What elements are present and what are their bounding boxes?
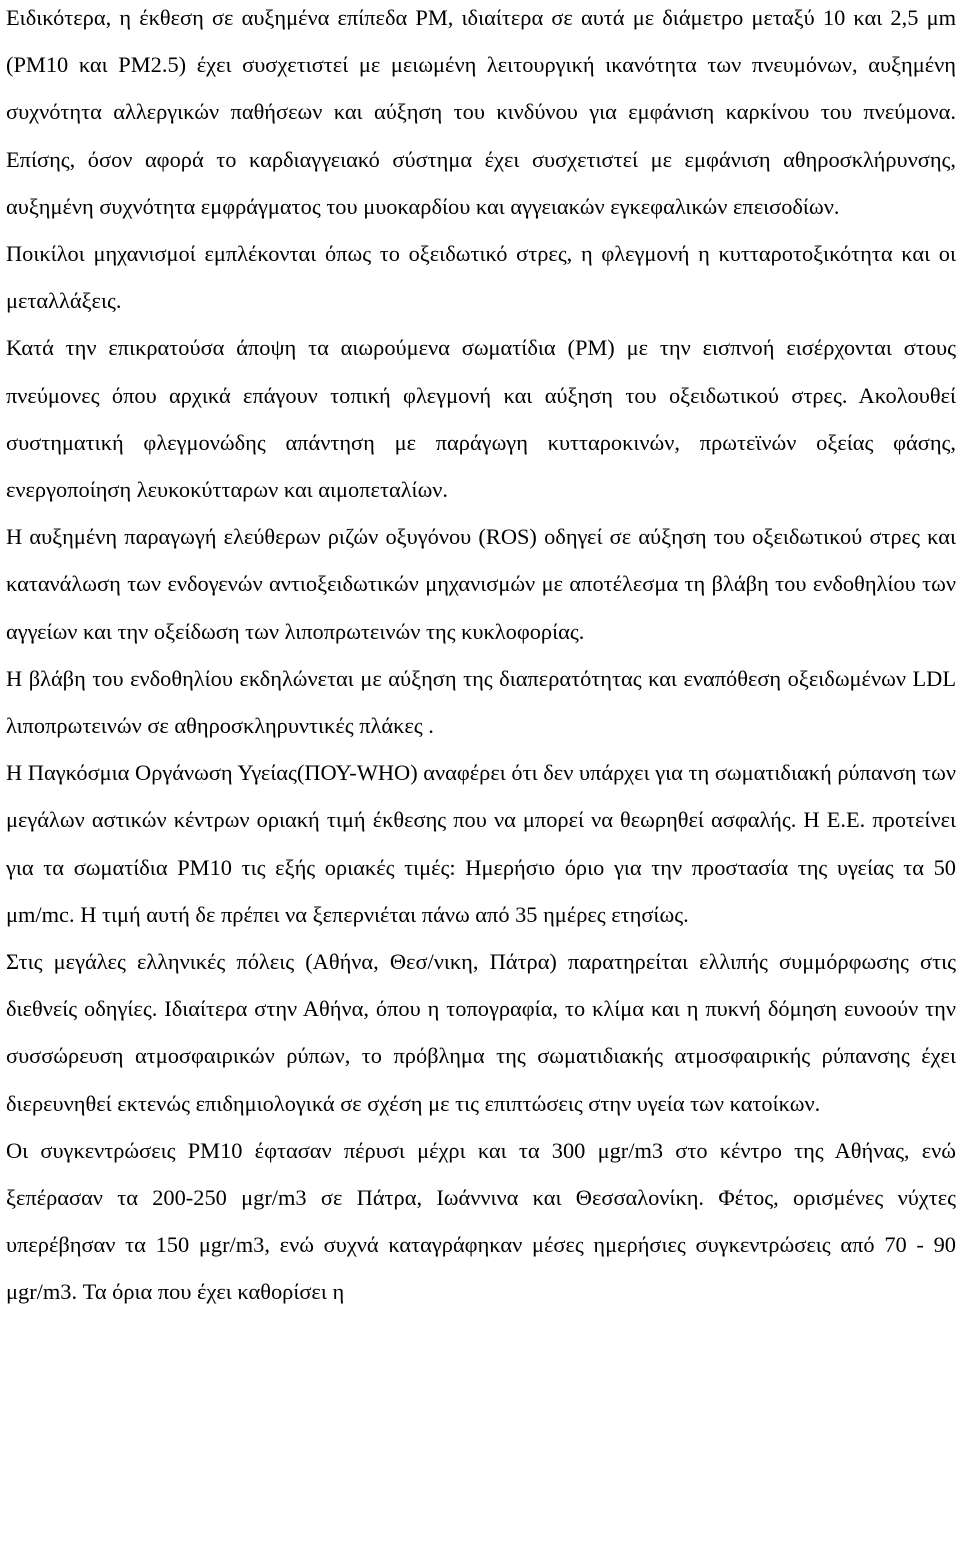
paragraph-health-effects: Ειδικότερα, η έκθεση σε αυξημένα επίπεδα PM, ιδιαίτερα σε αυτά με διάμετρο μεταξύ 10 και 2,5 μm (PM10 και PM2.5) έχει συσχετιστεί με μειωμένη λειτουργική ικανότητα των πνευμόνων, αυξημένη συχνότητα αλλεργικών παθήσεων και αύξηση του κινδύνου για εμφάνιση καρκίνου του πνεύμονα. Επίσης, όσον αφορά το καρδιαγγειακό σύστημα έχει συσχετιστεί με εμφάνιση αθηροσκλήρυνσης, αυξημένη συχνότητα εμφράγματος του μυοκαρδίου και αγγειακών εγκεφαλικών επεισοδίων. (6, 5, 956, 219)
paragraph-inhalation: Κατά την επικρατούσα άποψη τα αιωρούμενα σωματίδια (PM) με την εισπνοή εισέρχονται στους πνεύμονες όπου αρχικά επάγουν τοπική φλεγμονή και αύξηση του οξειδωτικού στρες. Ακολουθεί συστηματική φλεγμονώδης απάντηση με παράγωγη κυτταροκινών, πρωτεϊνών οξείας φάσης, ενεργοποίηση λευκοκύτταρων και αιμοπεταλίων. (6, 335, 956, 503)
paragraph-oxidative-stress: Η αυξημένη παραγωγή ελεύθερων ριζών οξυγόνου (ROS) οδηγεί σε αύξηση του οξειδωτικού στρες και κατανάλωση των ενδογενών αντιοξειδωτικών μηχανισμών με αποτέλεσμα τη βλάβη του ενδοθηλίου των αγγείων και την οξείδωση των λιποπρωτεινών της κυκλοφορίας. (6, 524, 956, 644)
document-body (6, 0, 956, 1316)
paragraph-mechanisms: Ποικίλοι μηχανισμοί εμπλέκονται όπως το οξειδωτικό στρες, η φλεγμονή η κυτταροτοξικότητα και οι μεταλλάξεις. (6, 241, 956, 314)
paragraph-greek-cities: Στις μεγάλες ελληνικές πόλεις (Αθήνα, Θεσ/νικη, Πάτρα) παρατηρείται ελλιπής συμμόρφωσης στις διεθνείς οδηγίες. Ιδιαίτερα στην Αθήνα, όπου η τοπογραφία, το κλίμα και η πυκνή δόμηση ευνοούν την συσσώρευση ατμοσφαιρικών ρύπων, το πρόβλημα της σωματιδιακής ατμοσφαιρικής ρύπανσης έχει διερευνηθεί εκτενώς επιδημιολογικά σε σχέση με τις επιπτώσεις στην υγεία των κατοίκων. (6, 949, 956, 1116)
paragraph-endothelium: Η βλάβη του ενδοθηλίου εκδηλώνεται με αύξηση της διαπερατότητας και εναπόθεση οξειδωμένων LDL λιποπρωτεινών σε αθηροσκληρυντικές πλάκες . (6, 665, 956, 739)
paragraph-who-limits: Η Παγκόσμια Οργάνωση Υγείας(ΠΟΥ-WHO) αναφέρει ότι δεν υπάρχει για τη σωματιδιακή ρύπανση των μεγάλων αστικών κέντρων οριακή τιμή έκθεσης που να μπορεί να θεωρηθεί ασφαλής. Η Ε.Ε. προτείνει για τα σωματίδια PM10 τις εξής οριακές τιμές: Ημερήσιο όριο για την προστασία της υγείας τα 50 μm/mc. Η τιμή αυτή δε πρέπει να ξεπερνιέται πάνω από 35 ημέρες ετησίως. (6, 760, 956, 927)
paragraph-concentrations: Οι συγκεντρώσεις PM10 έφτασαν πέρυσι μέχρι και τα 300 μgr/m3 στο κέντρο της Αθήνας, ενώ ξεπέρασαν τα 200-250 μgr/m3 σε Πάτρα, Ιωάννινα και Θεσσαλονίκη. Φέτος, ορισμένες νύχτες υπερέβησαν τα 150 μgr/m3, ενώ συχνά καταγράφηκαν μέσες ημερήσιες συγκεντρώσεις από 70 - 90 μgr/m3. Τα όρια που έχει καθορίσει η (6, 1137, 956, 1305)
